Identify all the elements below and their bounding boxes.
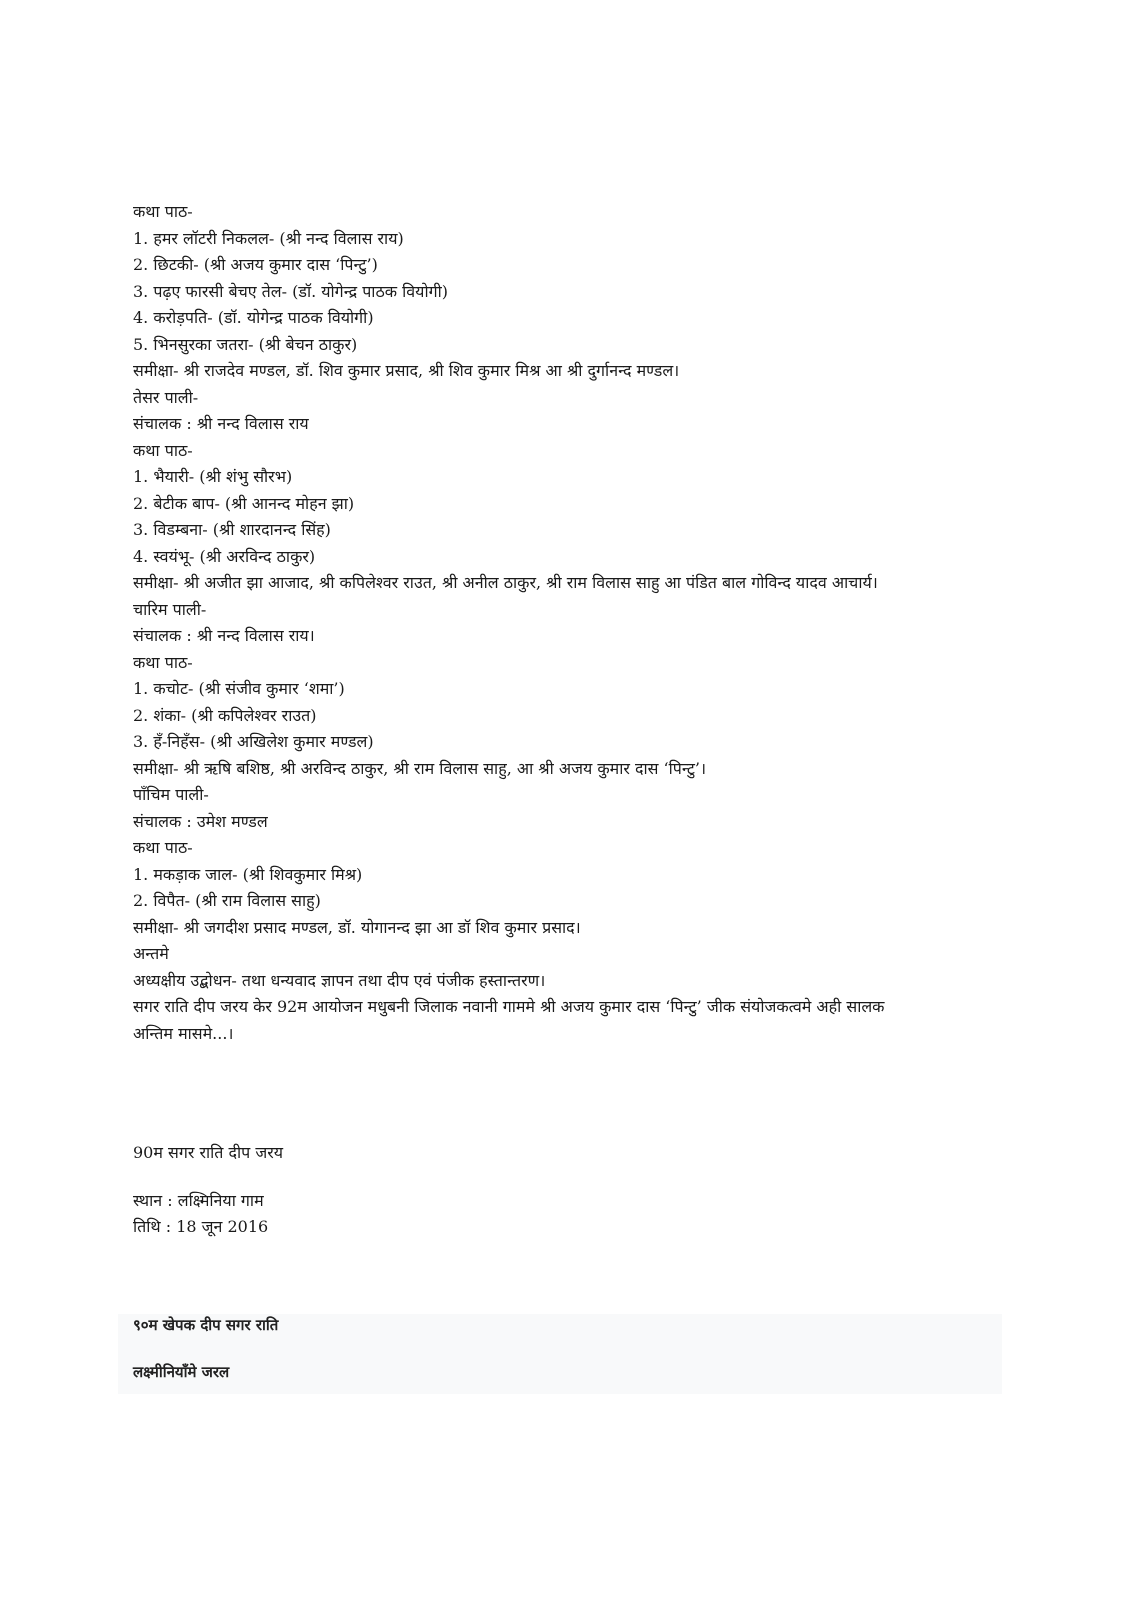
caption-line: ९०म खेपक दीप सगर राति [133, 1316, 279, 1334]
text-line: 2. विपैत- (श्री राम विलास साहु) [133, 891, 321, 910]
text-line: कथा पाठ- [133, 440, 193, 460]
text-line: 4. स्वयंभू- (श्री अरविन्द ठाकुर) [133, 546, 316, 566]
text-line: समीक्षा- श्री ऋषि बशिष्ठ, श्री अरविन्द ठाकुर, श्री राम विलास साहु, आ श्री अजय कुमार दास ‘पिन्टु’। [133, 758, 707, 778]
text-line: 1. कचोट- (श्री संजीव कुमार ‘शमा’) [133, 679, 345, 698]
text-line: 3. पढ़ए फारसी बेचए तेल- (डॉ. योगेन्द्र पाठक वियोगी) [133, 281, 448, 301]
text-line: 2. छिटकी- (श्री अजय कुमार दास ‘पिन्टु’) [133, 255, 378, 274]
text-line: कथा पाठ- [133, 202, 193, 221]
text-line: अन्तमे [133, 944, 169, 963]
text-line: 3. हँ-निहँस- (श्री अखिलेश कुमार मण्डल) [133, 732, 374, 751]
closing-line: अन्तिम मासमे...। [133, 1023, 234, 1043]
text-line: चारिम पाली- [133, 599, 207, 619]
event-date: तिथि : 18 जून 2016 [133, 1217, 269, 1236]
text-line: तेसर पाली- [133, 387, 199, 407]
text-line: अध्यक्षीय उद्बोधन- तथा धन्यवाद ज्ञापन तथा दीप एवं पंजीक हस्तान्तरण। [133, 970, 546, 990]
text-line: संचालक : उमेश मण्डल [133, 811, 268, 831]
text-line: 1. भैयारी- (श्री शंभु सौरभ) [133, 467, 293, 486]
text-line: कथा पाठ- [133, 652, 193, 672]
program-text-block [133, 199, 1013, 1047]
text-line: समीक्षा- श्री राजदेव मण्डल, डॉ. शिव कुमार प्रसाद, श्री शिव कुमार मिश्र आ श्री दुर्गानन्द मण्डल। [133, 361, 680, 380]
text-line: संचालक : श्री नन्द विलास राय [133, 414, 309, 433]
caption-box [118, 1314, 1002, 1394]
event-info-block [133, 1140, 1013, 1240]
event-place: स्थान : लक्ष्मिनिया गाम [133, 1191, 264, 1210]
text-line: कथा पाठ- [133, 838, 193, 857]
text-line: पाँचिम पाली- [133, 785, 209, 804]
text-line: 2. शंका- (श्री कपिलेश्वर राउत) [133, 705, 317, 725]
text-line: 1. हमर लॉटरी निकलल- (श्री नन्द विलास राय) [133, 228, 404, 248]
text-line: संचालक : श्री नन्द विलास राय। [133, 626, 315, 645]
text-line: 1. मकड़ाक जाल- (श्री शिवकुमार मिश्र) [133, 864, 363, 884]
text-line: समीक्षा- श्री अजीत झा आजाद, श्री कपिलेश्वर राउत, श्री अनील ठाकुर, श्री राम विलास साहु आ पंडित बाल गोविन्द यादव आचार्य। [133, 573, 878, 592]
text-line: 4. करोड़पति- (डॉ. योगेन्द्र पाठक वियोगी) [133, 308, 374, 327]
text-line: समीक्षा- श्री जगदीश प्रसाद मण्डल, डॉ. योगानन्द झा आ डॉ शिव कुमार प्रसाद। [133, 917, 581, 937]
text-line: 5. भिनसुरका जतरा- (श्री बेचन ठाकुर) [133, 334, 358, 354]
text-line: 3. विडम्बना- (श्री शारदानन्द सिंह) [133, 520, 331, 539]
event-title: 90म सगर राति दीप जरय [133, 1143, 284, 1162]
caption-line: लक्ष्मीनियाँमे जरल [133, 1363, 230, 1381]
text-line: 2. बेटीक बाप- (श्री आनन्द मोहन झा) [133, 493, 355, 513]
closing-line: सगर राति दीप जरय केर 92म आयोजन मधुबनी जिलाक नवानी गाममे श्री अजय कुमार दास ‘पिन्टु’ जीक संयोजकत्वमे अही सालक [133, 997, 885, 1016]
